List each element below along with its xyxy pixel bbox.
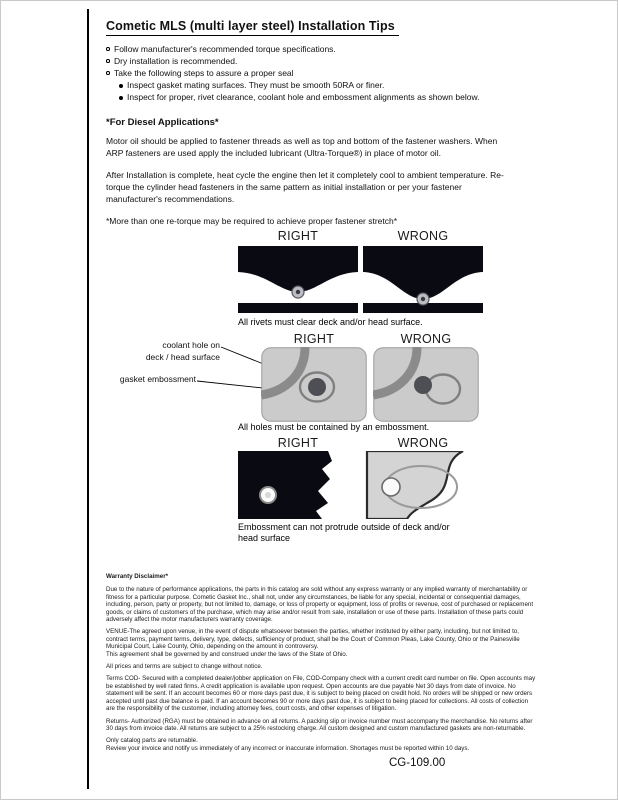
legal-paragraph: This agreement shall be governed by and construed under the laws of the State of Ohio. bbox=[106, 650, 348, 658]
embossment-inside-deck-right-diagram bbox=[238, 451, 358, 519]
embossment-protruding-wrong-diagram bbox=[363, 451, 483, 519]
retorque-note: *More than one re-torque may be required to achieve proper fastener stretch* bbox=[106, 216, 398, 226]
legal-paragraph: Due to the nature of performance applications, the parts in this catalog are sold without any express warranty or any implied warranty of merchantability or fitness for a particular purpose. Cometic Gasket Inc., shall not, under any circumstances, be liable for any special, incidental or consequential damages, including, person, party or property, but not limited to, damage, or loss of property or equipment, loss of profits or revenue, cost of purchased or replacement goods, or claims of customers of the purchase, which may arise and/or result from sale, installation or use of these parts. Installation of these parts could adversely affect the motor manufacturers warranty coverage. bbox=[106, 586, 534, 624]
legal-paragraph: Returns- Authorized (RGA) must be obtained in advance on all returns. A packing slip or invoice number must accompany the merchandise. No returns after 30 days from invoice date. All returns are subject to a 25% restocking charge. All custom designed and custom manufactured gaskets are non-returnable. bbox=[106, 717, 533, 732]
gasket-embossment-label: gasket embossment bbox=[119, 374, 196, 384]
tip-item bbox=[106, 55, 546, 67]
tip-sub-item bbox=[106, 91, 546, 103]
protrusion-caption: Embossment can not protrude outside of deck and/or head surface bbox=[238, 522, 450, 543]
tip-item bbox=[106, 67, 546, 79]
page-edge-rule bbox=[87, 9, 89, 789]
rivet-clear-right-diagram bbox=[238, 246, 358, 313]
rivet-touching-wrong-diagram bbox=[363, 246, 483, 313]
legal-paragraph: Terms COD- Secured with a completed dealer/jobber application on File, COD-Company check with a current credit card number on file. Open accounts may be established by well rated firms. A credit application is available upon request. Open accounts are due payable Net 30 days from date of invoice. No statement will be sent. If an account becomes 60 or more days past due, it is subject to being placed on credit hold. No orders will be shipped or new orders accepted until past due balance is paid. If an account becomes 90 or more days past due, it is subject to being placed for collections. All costs of collection are the responsibility of the customer, including attorney fees, court costs, and other expenses of litigation. bbox=[106, 675, 536, 713]
right-column-label: RIGHT bbox=[277, 436, 319, 450]
coolant-hole-label-line: coolant hole on bbox=[162, 340, 220, 350]
filled-bullet-icon bbox=[119, 84, 123, 88]
wrong-column-label: WRONG bbox=[397, 229, 449, 243]
warranty-disclaimer-section bbox=[106, 573, 536, 752]
legal-paragraph: VENUE-The agreed upon venue, in the event of dispute whatsoever between the parties, whether instituted by either party, including, but not limited to, contract terms, payment terms, delivery, type, defects, sufficiency of product, shall be the Court of Common Pleas, Lake County, Ohio or the Painesville Municipal Court, Lake County, Ohio, depending on the amount in controversy. bbox=[106, 628, 520, 651]
diesel-paragraph: After Installation is complete, heat cycle the engine then let it completely cool to ambient temperature. Re-torque the cylinder head fasteners in the same pattern as initial installation or per your fastener manufacturer's recommendations. bbox=[106, 170, 504, 204]
right-column-label: RIGHT bbox=[277, 229, 319, 243]
diesel-applications-heading: *For Diesel Applications* bbox=[106, 117, 219, 128]
diagram-section bbox=[106, 229, 556, 567]
tip-sub-item bbox=[106, 79, 546, 91]
legal-paragraph: All prices and terms are subject to change without notice. bbox=[106, 663, 263, 671]
rivet-caption: All rivets must clear deck and/or head surface. bbox=[238, 317, 423, 327]
embossment-caption: All holes must be contained by an embossment. bbox=[238, 422, 430, 432]
hole-not-contained-wrong-diagram bbox=[373, 347, 479, 422]
tip-text: Dry installation is recommended. bbox=[114, 56, 238, 66]
open-bullet-icon bbox=[106, 47, 110, 51]
tip-text: Follow manufacturer's recommended torque specifications. bbox=[114, 44, 336, 54]
installation-tips-section bbox=[106, 17, 546, 227]
legal-paragraph: Only catalog parts are returnable. bbox=[106, 737, 198, 745]
wrong-column-label: WRONG bbox=[400, 332, 452, 346]
tip-text: Inspect gasket mating surfaces. They must be smooth 50RA or finer. bbox=[127, 80, 385, 90]
tip-text: Inspect for proper, rivet clearance, coolant hole and embossment alignments as shown below. bbox=[127, 92, 480, 102]
right-column-label: RIGHT bbox=[293, 332, 335, 346]
page-title: Cometic MLS (multi layer steel) Installation Tips bbox=[106, 19, 399, 36]
wrong-column-label: WRONG bbox=[397, 436, 449, 450]
tip-item bbox=[106, 43, 546, 55]
filled-bullet-icon bbox=[119, 96, 123, 100]
catalog-page-code: CG-109.00 bbox=[389, 757, 446, 769]
diesel-paragraph: Motor oil should be applied to fastener threads as well as top and bottom of the fastener washers. When ARP fasteners are used apply the included lubricant (Ultra-Torque®) in place of motor oil. bbox=[106, 136, 498, 158]
open-bullet-icon bbox=[106, 71, 110, 75]
coolant-hole-label-line: deck / head surface bbox=[145, 351, 220, 362]
warranty-disclaimer-heading: Warranty Disclaimer* bbox=[106, 573, 169, 580]
legal-paragraph: Review your invoice and notify us immediately of any incorrect or inaccurate information. Shortages must be reported within 10 days. bbox=[106, 744, 470, 752]
tip-text: Take the following steps to assure a proper seal bbox=[114, 68, 294, 78]
open-bullet-icon bbox=[106, 59, 110, 63]
hole-contained-right-diagram bbox=[261, 347, 367, 422]
